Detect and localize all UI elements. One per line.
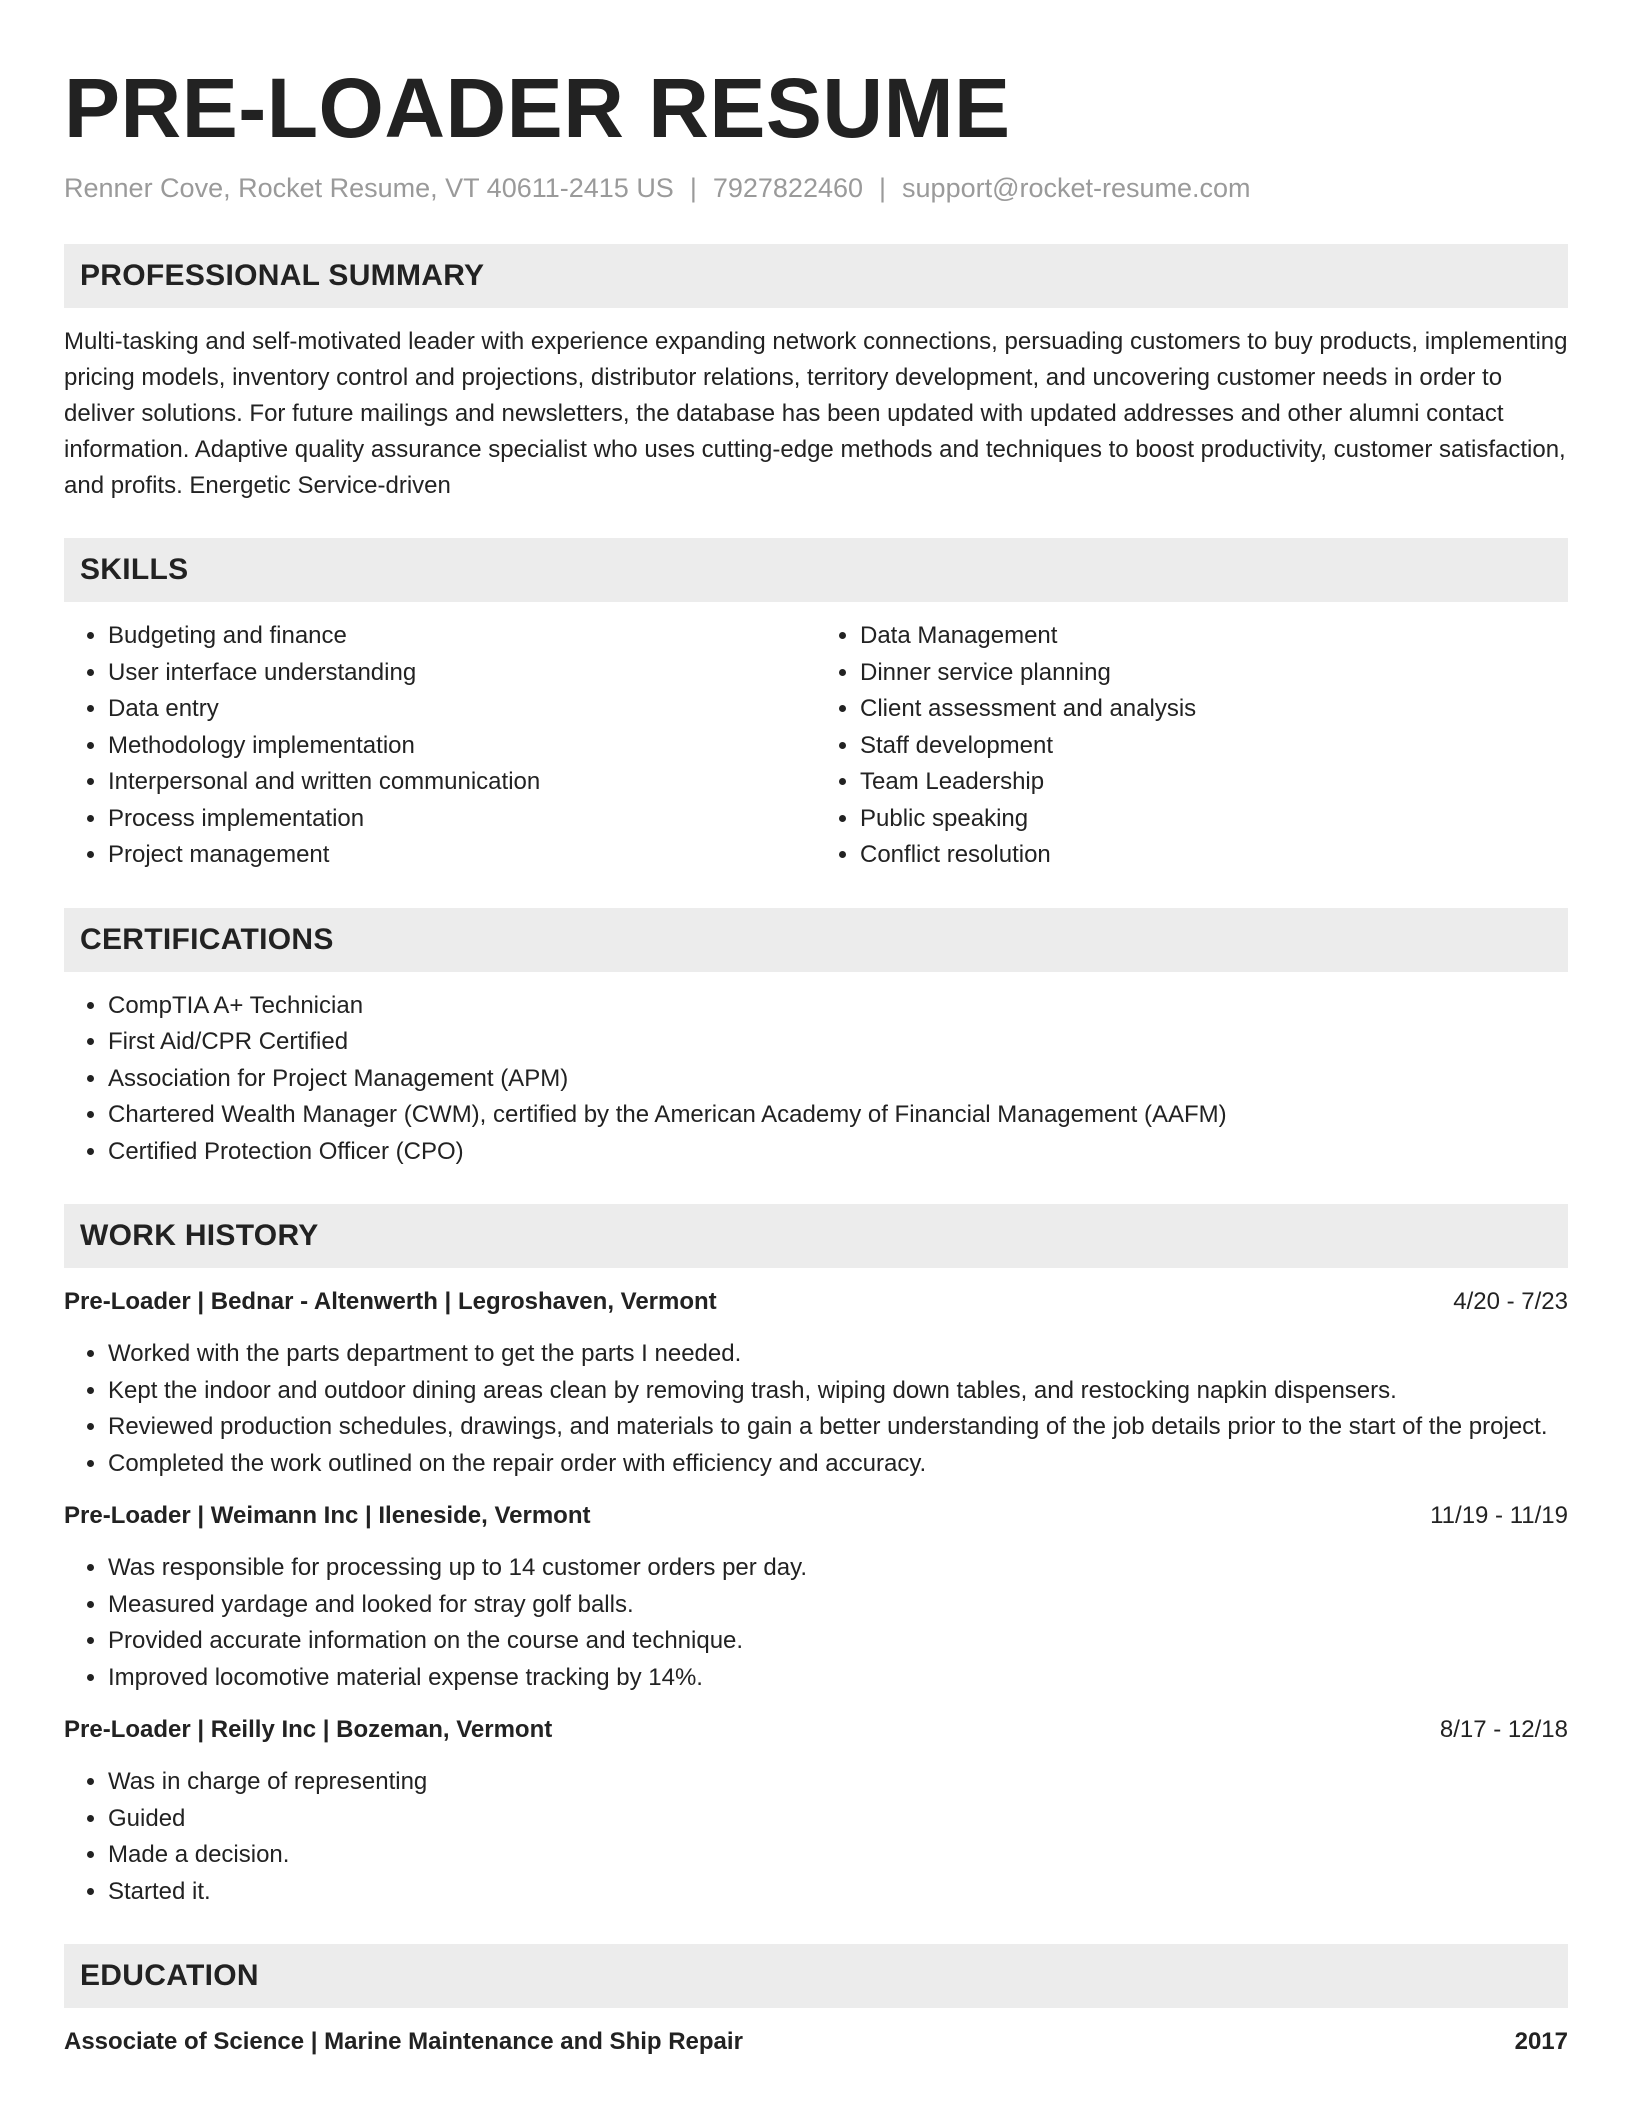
work-history-section (64, 1204, 1568, 1910)
skill-item: • Interpersonal and written communication (108, 764, 816, 801)
job-entry (64, 1498, 1568, 1696)
education-section (64, 1944, 1568, 2060)
contact-phone: 7927822460 (712, 173, 864, 203)
skill-item: • User interface understanding (108, 655, 816, 692)
certification-item: • First Aid/CPR Certified (108, 1024, 1568, 1061)
job-header (64, 1498, 1568, 1534)
work-history-heading: WORK HISTORY (64, 1204, 1568, 1268)
job-bullet: • Completed the work outlined on the repair order with efficiency and accuracy. (108, 1446, 1568, 1483)
skill-item: • Conflict resolution (860, 837, 1568, 874)
skill-item: • Team Leadership (860, 764, 1568, 801)
job-bullet: • Reviewed production schedules, drawings, and materials to gain a better understanding of the job details prior to the start of the project. (108, 1409, 1568, 1446)
contact-address: Renner Cove, Rocket Resume, VT 40611-2415 US (64, 173, 674, 203)
job-bullets (64, 1550, 1568, 1696)
job-bullet: • Kept the indoor and outdoor dining areas clean by removing trash, wiping down tables, and restocking napkin dispensers. (108, 1373, 1568, 1410)
job-bullets (64, 1764, 1568, 1910)
summary-text: Multi-tasking and self-motivated leader with experience expanding network connections, persuading customers to buy products, implementing pricing models, inventory control and projections, distributor relations, territory development, and uncovering customer needs in order to deliver solutions. For future mailings and newsletters, the database has been updated with updated addresses and other alumni contact information. Adaptive quality assurance specialist who uses cutting-edge methods and techniques to boost productivity, customer satisfaction, and profits. Energetic Service-driven (64, 328, 1568, 499)
skill-item: • Public speaking (860, 801, 1568, 838)
job-title: Pre-Loader | Reilly Inc | Bozeman, Vermont (64, 1716, 553, 1743)
job-dates: 11/19 - 11/19 (1430, 1502, 1568, 1529)
job-title: Pre-Loader | Weimann Inc | Ileneside, Vermont (64, 1502, 591, 1529)
skill-item: • Client assessment and analysis (860, 691, 1568, 728)
certification-item: • Chartered Wealth Manager (CWM), certified by the American Academy of Financial Management (AAFM) (108, 1097, 1568, 1134)
skills-grid (64, 618, 1568, 874)
education-heading: EDUCATION (64, 1944, 1568, 2008)
summary-section (64, 244, 1568, 504)
skill-item: • Methodology implementation (108, 728, 816, 765)
certification-item: • CompTIA A+ Technician (108, 988, 1568, 1025)
education-year: 2017 (1514, 2028, 1568, 2055)
skills-right-column (816, 618, 1568, 874)
certifications-heading: CERTIFICATIONS (64, 908, 1568, 972)
job-entry (64, 1712, 1568, 1910)
certifications-list (64, 988, 1568, 1171)
job-entry (64, 1284, 1568, 1482)
job-bullet: • Measured yardage and looked for stray golf balls. (108, 1587, 1568, 1624)
job-bullet: • Started it. (108, 1874, 1568, 1911)
job-header (64, 1712, 1568, 1748)
job-bullet: • Made a decision. (108, 1837, 1568, 1874)
education-title: Associate of Science | Marine Maintenance and Ship Repair (64, 2028, 743, 2055)
job-dates: 8/17 - 12/18 (1439, 1716, 1568, 1743)
skills-heading: SKILLS (64, 538, 1568, 602)
contact-separator: | (689, 173, 697, 203)
job-bullet: • Worked with the parts department to get the parts I needed. (108, 1336, 1568, 1373)
certification-item: • Certified Protection Officer (CPO) (108, 1134, 1568, 1171)
contact-line (64, 170, 1568, 206)
education-entry (64, 2024, 1568, 2060)
summary-heading: PROFESSIONAL SUMMARY (64, 244, 1568, 308)
contact-separator: | (879, 173, 887, 203)
job-bullet: • Was responsible for processing up to 14 customer orders per day. (108, 1550, 1568, 1587)
certification-item: • Association for Project Management (APM) (108, 1061, 1568, 1098)
job-header (64, 1284, 1568, 1320)
job-title: Pre-Loader | Bednar - Altenwerth | Legroshaven, Vermont (64, 1288, 717, 1315)
job-bullet: • Guided (108, 1801, 1568, 1838)
skills-left-column (64, 618, 816, 874)
resume-title: PRE-LOADER RESUME (64, 61, 1011, 155)
job-bullet: • Provided accurate information on the course and technique. (108, 1623, 1568, 1660)
certifications-section (64, 908, 1568, 1171)
skill-item: • Dinner service planning (860, 655, 1568, 692)
skill-item: • Data Management (860, 618, 1568, 655)
skill-item: • Staff development (860, 728, 1568, 765)
job-bullet: • Improved locomotive material expense tracking by 14%. (108, 1660, 1568, 1697)
skill-item: • Data entry (108, 691, 816, 728)
job-bullet: • Was in charge of representing (108, 1764, 1568, 1801)
skill-item: • Project management (108, 837, 816, 874)
skill-item: • Process implementation (108, 801, 816, 838)
job-dates: 4/20 - 7/23 (1453, 1288, 1568, 1315)
job-bullets (64, 1336, 1568, 1482)
skill-item: • Budgeting and finance (108, 618, 816, 655)
skills-section (64, 538, 1568, 874)
contact-email: support@rocket-resume.com (902, 173, 1251, 203)
